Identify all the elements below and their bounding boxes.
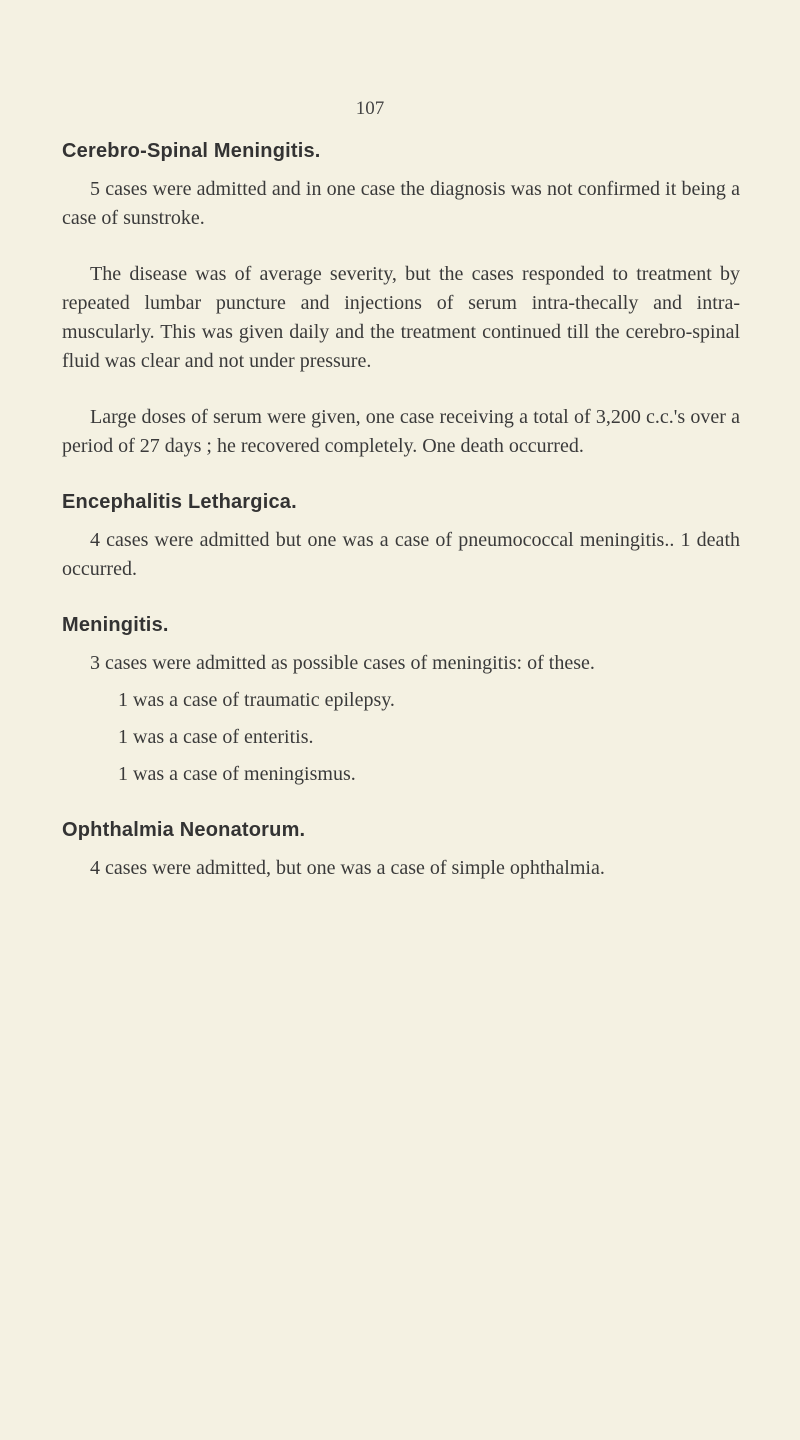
section-ophthalmia-neonatorum <box>62 819 740 883</box>
paragraph: Large doses of serum were given, one case receiving a total of 3,200 c.c.'s over a period of 27 days ; he recovered completely. One death occurred. <box>62 406 740 457</box>
section-meningitis <box>62 614 740 789</box>
section-heading: Cerebro-Spinal Meningitis. <box>62 140 321 162</box>
paragraph: 4 cases were admitted but one was a case of pneumococcal meningitis.. 1 death occurred. <box>62 529 740 580</box>
paragraph: 3 cases were admitted as possible cases of meningitis: of these. <box>90 652 595 674</box>
section-cerebro-spinal-meningitis <box>62 140 740 461</box>
paragraph: 4 cases were admitted, but one was a case of simple ophthalmia. <box>90 857 605 879</box>
list-item: 1 was a case of meningismus. <box>118 763 356 785</box>
list-item: 1 was a case of enteritis. <box>118 726 314 748</box>
page-number: 107 <box>355 98 385 119</box>
section-heading: Meningitis. <box>62 614 169 636</box>
section-heading: Ophthalmia Neonatorum. <box>62 819 306 841</box>
paragraph: The disease was of average severity, but the cases responded to treatment by repeated lumbar puncture and injections of serum intra-thecally and intra-muscularly. This was given daily and the treatment continued till the cerebro-spinal fluid was clear and not under pressure. <box>62 263 740 372</box>
section-encephalitis-lethargica <box>62 491 740 584</box>
paragraph: 5 cases were admitted and in one case the diagnosis was not confirmed it being a case of sunstroke. <box>62 178 740 229</box>
list-item: 1 was a case of traumatic epilepsy. <box>118 689 395 711</box>
section-heading: Encephalitis Lethargica. <box>62 491 297 513</box>
page-content <box>62 140 740 883</box>
